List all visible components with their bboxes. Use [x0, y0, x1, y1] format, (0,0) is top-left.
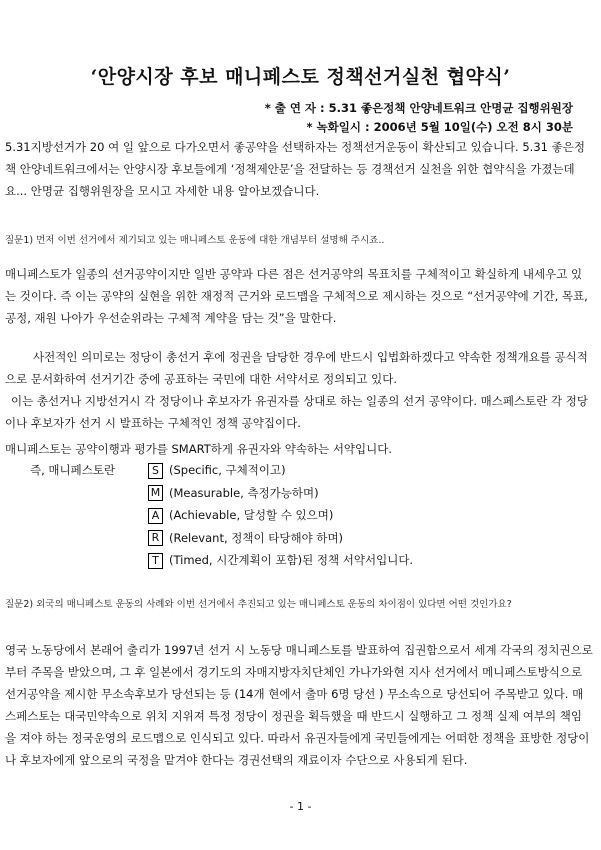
smart-item-s [148, 459, 413, 482]
letter-box: R [148, 530, 163, 546]
question-1: 질문1) 먼저 이번 선거에서 제기되고 있는 매니페스토 운동에 대한 개념부터 설명해 주시죠.. [5, 235, 385, 246]
page-number: - 1 - [289, 800, 312, 813]
speaker-line: * 출 연 자 : 5.31 좋은정책 안양네트워크 안명균 집행위원장 [264, 101, 573, 115]
recorded-date-line: * 녹화일시 : 2006년 5월 10일(수) 오전 8시 30분 [306, 120, 573, 134]
letter-box: T [148, 553, 163, 569]
answer-2-paragraph: 영국 노동당에서 본래어 출리가 1997년 선거 시 노동당 매니페스토를 발표하여 집권함으로서 세계 각국의 정치권으로부터 주목을 받았으며, 그 후 일본에서 경기도의 자매지방자치단체인 가나가와현 지사 선거에서 메니페스토방식으로 선거공약을 제시한 무소속후보가 당선되는 등 (14개 현에서 출마 6명 당선 ) 무소속으로 당선되어 주목받고 있다. 매스페스토는 대국민약속으로 위치 지위져 특정 정당이 정권을 획득했을 때 반드시 실행하고 그 정책 실제 여부의 책임을 져야 하는 정국운영의 로드맵으로 인식되고 있다. 따라서 유권자들에게 국민들에게는 어떠한 정책을 표방한 정당이나 후보자에게 앞으로의 국정을 맡겨야 한다는 경권선택의 재료이자 수단으로 사용되게 된다. [5, 643, 593, 767]
smart-item-a [148, 504, 413, 527]
smart-text: (Relevant, 정책이 타당해야 하며) [169, 530, 344, 545]
smart-item-m [148, 482, 413, 505]
smart-text: (Timed, 시간계획이 포함)된 정책 서약서입니다. [169, 553, 414, 567]
answer-1-paragraph-3: 이는 총선거나 지방선거시 각 정당이나 후보자가 유권자를 상대로 하는 일종의 선거 공약이다. 매스페스토란 각 정당이나 후보자가 선거 시 발표하는 구체적인 정책 공약집이다. [5, 394, 588, 430]
letter-box: S [148, 463, 163, 479]
document-title: ‘안양시장 후보 매니페스토 정책선거실천 협약식’ [90, 66, 511, 88]
answer-1-paragraph-1: 매니페스토가 일종의 선거공약이지만 일반 공약과 다른 점은 선거공약의 목표치를 구체적이고 확실하게 내세우고 있는 것이다. 즉 이는 공약의 실현을 위한 재정적 근거와 로드맵을 구체적으로 제시하는 것으로 “선거공약에 기간, 목표, 공정, 재원 나아가 우선순위라는 구체적 계약을 담는 것”을 말한다. [5, 267, 588, 325]
smart-item-r [148, 527, 413, 550]
smart-lead: 즉, 매니페스토란 [30, 463, 116, 477]
letter-box: M [148, 485, 163, 501]
intro-paragraph: 5.31지방선거가 20 여 일 앞으로 다가오면서 좋공약을 선택하자는 정책선거운동이 확산되고 있습니다. 5.31 좋은정책 안양네트워크에서는 안양시장 후보들에게 ‘정책제안문’을 전달하는 등 경책선거 실천을 위한 협약식을 가졌는데요... 안명균 집행위원장을 모시고 자세한 내용 알아보겠습니다. [5, 140, 585, 198]
answer-1-paragraph-4: 매니페스토는 공약이행과 평가를 SMART하게 유권자와 약속하는 서약입니다. [5, 442, 393, 456]
smart-text: (Specific, 구체적이고) [169, 463, 286, 477]
smart-text: (Measurable, 측정가능하며) [169, 485, 319, 500]
question-2: 질문2) 외국의 매니페스토 운동의 사례와 이번 선거에서 추진되고 있는 매니페스토 운동의 차이점이 있다면 어떤 것인가요? [5, 599, 512, 610]
smart-text: (Achievable, 달성할 수 있으며) [169, 508, 334, 522]
letter-box: A [148, 508, 163, 524]
smart-list [148, 459, 413, 572]
answer-1-paragraph-2: 사전적인 의미로는 정당이 총선거 후에 정권을 담당한 경우에 반드시 입법화하겠다고 약속한 정책개요를 공식적으로 문서화하여 선거기간 중에 공표하는 국민에 대한 서약서로 정의되고 있다. [5, 350, 588, 386]
smart-item-t [148, 549, 413, 572]
